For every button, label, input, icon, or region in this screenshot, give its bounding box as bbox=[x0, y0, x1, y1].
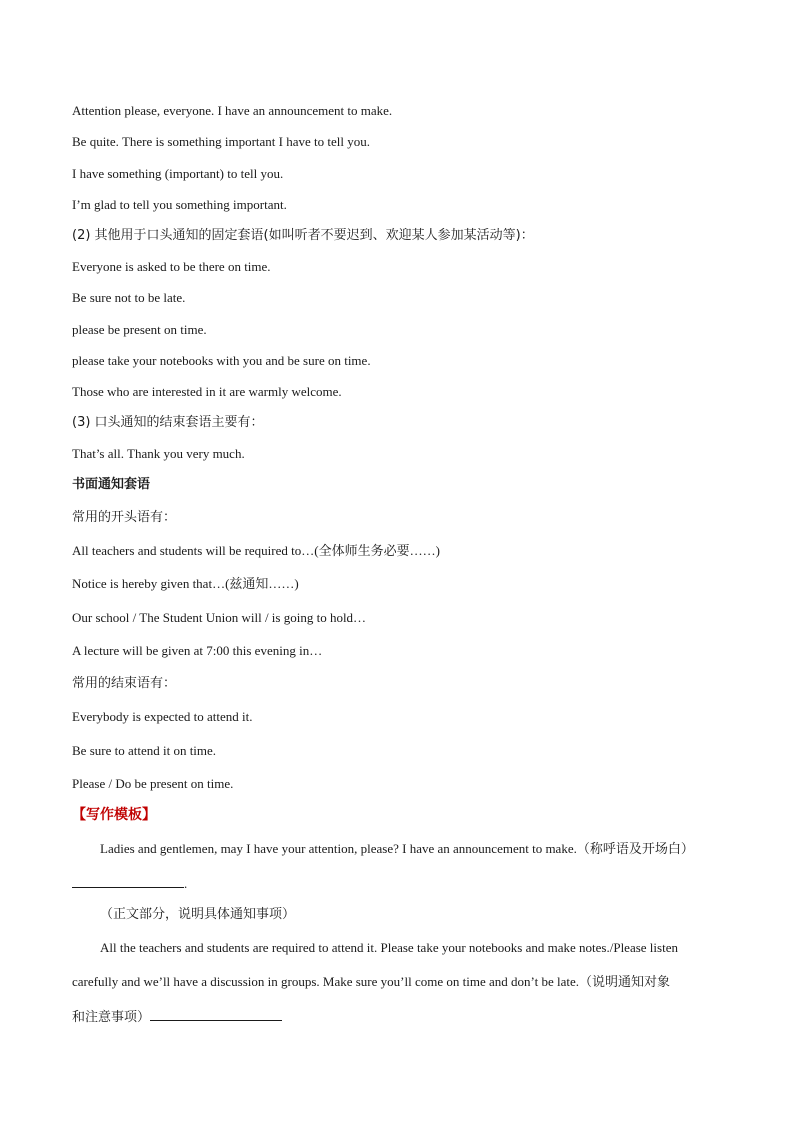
template-paragraph-body-cont: carefully and we’ll have a discussion in groups. Make sure you’ll come on time and don’t be late.（说明通知对象 bbox=[72, 974, 670, 989]
text-line: That’s all. Thank you very much. bbox=[72, 446, 245, 461]
text-line: Attention please, everyone. I have an announcement to make. bbox=[72, 103, 393, 118]
subheading-closing: 常用的结束语有： bbox=[72, 676, 177, 691]
section-heading-fixed-phrases: (2) 其他用于口头通知的固定套语(如叫听者不要迟到、欢迎某人参加某活动等)： bbox=[72, 228, 534, 243]
text-line: A lecture will be given at 7:00 this evening in… bbox=[72, 643, 323, 658]
template-paragraph-body-end: 和注意事项） bbox=[72, 1007, 282, 1026]
text-line: Be quite. There is something important I have to tell you. bbox=[72, 134, 370, 149]
template-body-note: （正文部分，说明具体通知事项） bbox=[100, 907, 296, 922]
section-heading-written-notice: 书面通知套语 bbox=[72, 477, 151, 492]
text-line: Everyone is asked to be there on time. bbox=[72, 259, 271, 274]
text-line: please be present on time. bbox=[72, 322, 207, 337]
template-paragraph-opening: Ladies and gentlemen, may I have your attention, please? I have an announcement to make.（称呼语及开场白） bbox=[100, 841, 694, 856]
text-line: Be sure to attend it on time. bbox=[72, 743, 217, 758]
subheading-opening: 常用的开头语有： bbox=[72, 510, 177, 525]
template-paragraph-body: All the teachers and students are required to attend it. Please take your notebooks and make notes./Please listen bbox=[100, 940, 678, 955]
text-line: Be sure not to be late. bbox=[72, 290, 186, 305]
text-line: please take your notebooks with you and be sure on time. bbox=[72, 353, 371, 368]
text-line: Everybody is expected to attend it. bbox=[72, 709, 253, 724]
text-line: I’m glad to tell you something important. bbox=[72, 197, 287, 212]
template-blank-line: . bbox=[72, 874, 187, 892]
section-heading-closing-phrases: (3) 口头通知的结束套语主要有： bbox=[72, 415, 264, 430]
text-line: Those who are interested in it are warmly welcome. bbox=[72, 384, 342, 399]
text-line: I have something (important) to tell you. bbox=[72, 166, 284, 181]
section-heading-writing-template: 【写作模板】 bbox=[72, 807, 156, 823]
text-line: Our school / The Student Union will / is going to hold… bbox=[72, 610, 367, 625]
text-line: Notice is hereby given that…(兹通知……) bbox=[72, 576, 299, 591]
answer-blank bbox=[150, 1007, 282, 1021]
answer-blank bbox=[72, 874, 184, 888]
text-line: All teachers and students will be required to…(全体师生务必要……) bbox=[72, 543, 440, 558]
text-line: Please / Do be present on time. bbox=[72, 776, 234, 791]
